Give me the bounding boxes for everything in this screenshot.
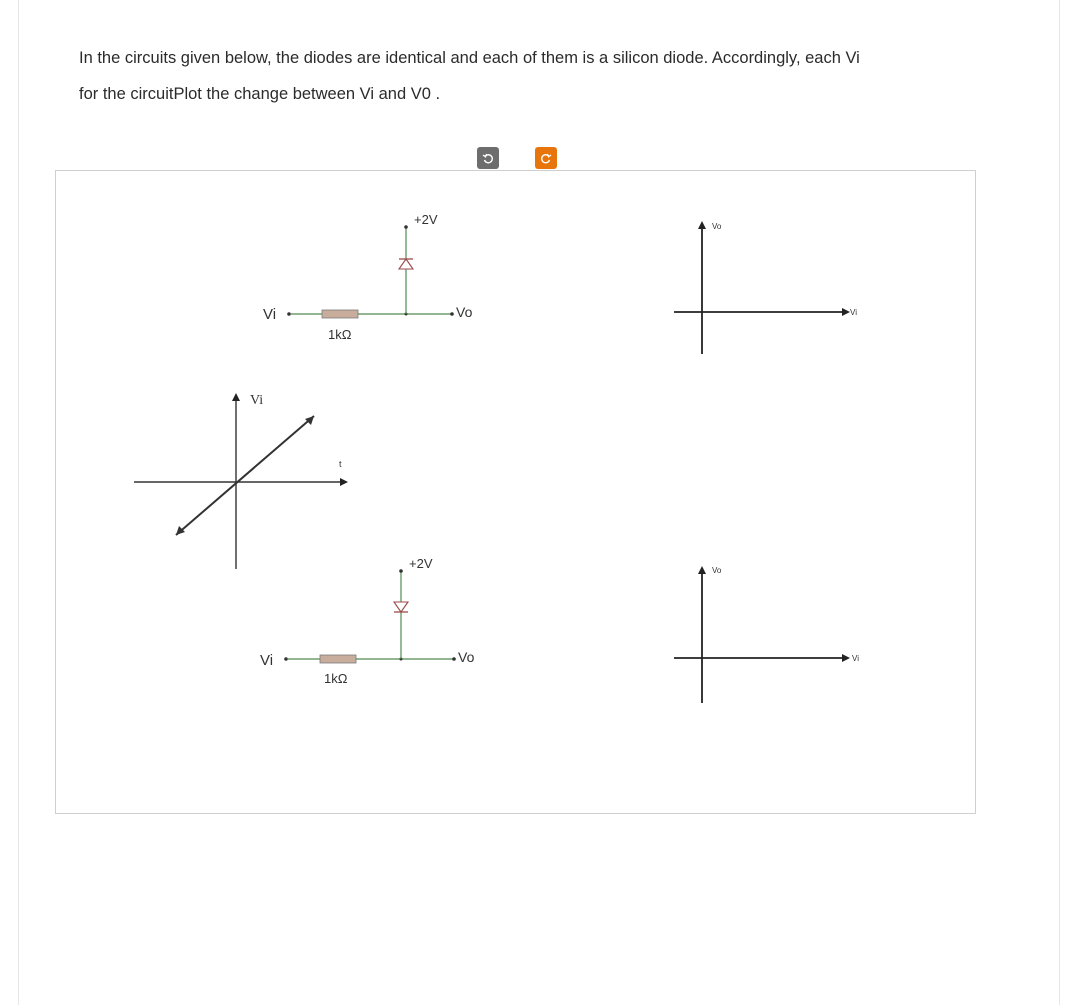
- circuit2-input-label: Vi: [260, 652, 274, 669]
- circuit1-supply-label: +2V: [414, 212, 438, 227]
- question-text: [79, 40, 979, 112]
- output-plot-2: [674, 566, 859, 703]
- plot2-x-label: Vi: [852, 654, 859, 663]
- circuit-1: [263, 212, 473, 342]
- circuit1-resistor: [322, 310, 358, 318]
- circuit2-diode-symbol: [394, 602, 408, 612]
- circuit1-input-label: Vi: [263, 306, 277, 323]
- circuit1-output-label: Vo: [456, 304, 473, 320]
- input-graph: [134, 393, 346, 569]
- plot1-x-label: Vi: [850, 308, 857, 317]
- redo-button[interactable]: [535, 147, 557, 169]
- circuit1-supply-node: [404, 225, 408, 229]
- circuit-2: [260, 556, 475, 686]
- circuit1-resistor-label: 1kΩ: [328, 327, 352, 342]
- circuit2-supply-label: +2V: [409, 556, 433, 571]
- drawing-canvas[interactable]: [55, 170, 976, 814]
- circuit2-resistor-label: 1kΩ: [324, 671, 348, 686]
- plot1-y-label: Vo: [712, 222, 722, 231]
- input-graph-x-label: t: [339, 459, 342, 469]
- output-plot-1: [674, 222, 857, 354]
- circuit2-output-node: [452, 657, 456, 661]
- circuit1-output-node: [450, 312, 454, 316]
- input-graph-ramp-line: [176, 416, 314, 535]
- question-line-2: for the circuitPlot the change between Vi and V0 .: [79, 85, 441, 103]
- question-line-1: In the circuits given below, the diodes are identical and each of them is a silicon diode. Accordingly, each Vi: [79, 49, 860, 67]
- undo-icon: [482, 152, 494, 164]
- undo-button[interactable]: [477, 147, 499, 169]
- circuit1-input-node: [287, 312, 291, 316]
- plot2-y-label: Vo: [712, 566, 722, 575]
- input-graph-y-label: Vi: [250, 393, 264, 408]
- circuit1-diode-symbol: [399, 259, 413, 269]
- redo-icon: [540, 152, 552, 164]
- circuit2-output-label: Vo: [458, 649, 475, 665]
- circuit2-input-node: [284, 657, 288, 661]
- canvas-figure: [56, 171, 977, 815]
- circuit2-supply-node: [399, 569, 403, 573]
- circuit2-resistor: [320, 655, 356, 663]
